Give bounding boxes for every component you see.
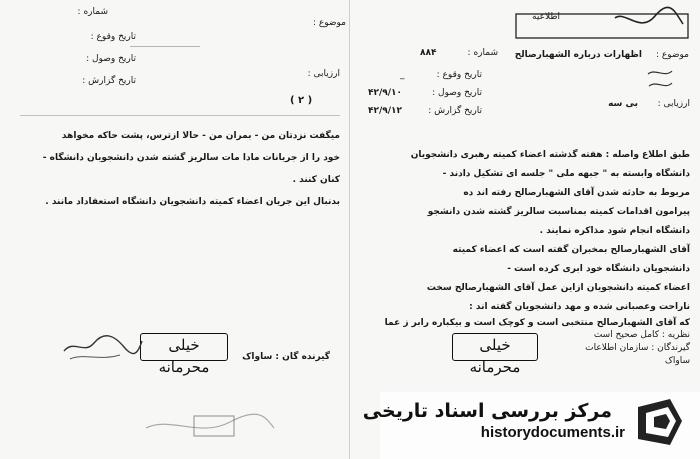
left-signature-caption: گیرنده گان : ساواک: [242, 352, 330, 362]
right-body-line-9: ناراحت وعصبانی شده و مهد دانشجویان گفته اند :: [469, 302, 690, 312]
right-subject-value: اظهارات درباره الشهبارصالح: [514, 50, 642, 60]
right-footer-agency: ساواک: [664, 356, 690, 366]
left-handwriting-scribble: [60, 325, 145, 365]
right-body-line-3: مربوط به حادثه شدن آقای الشهبارصالح رفته اند ده: [463, 188, 690, 198]
right-receive-date-value: ۴۲/۹/۱۰: [368, 88, 403, 98]
right-body-line-6: آقای الشهبارصالح بمخبران گفته است که اعضاء کمیته: [452, 245, 690, 255]
right-event-date-label: تاریخ وقوع :: [436, 70, 482, 80]
right-classification: اطلاعیه: [532, 12, 560, 22]
left-body-line-4: بدنبال این جریان اعضاء کمیته دانشجویان دانشگاه استعفاداد مانند .: [45, 197, 340, 207]
left-header-rule: [130, 46, 200, 47]
right-body-line-2: دانشگاه وابسته به " جبهه ملی " جلسه ای تشکیل دادند -: [442, 169, 690, 179]
right-margin-note: [645, 66, 675, 94]
right-body-line-8: اعضاء کمیته دانشجویان ازاین عمل آقای الشهبارصالح سخت: [426, 283, 690, 293]
right-evaluation-value: بی سه: [608, 99, 638, 109]
left-evaluation-label: ارزیابی :: [307, 69, 340, 79]
left-body-line-2: خود را از جریانات مادا مات سالریز گشته شدن دانشجویان دانشگاه -: [42, 153, 340, 163]
right-body-line-4: پیرامون اقدامات کمیته بمناسبت سالریز گشته شدن دانشجو: [427, 207, 690, 217]
page-divider: [349, 0, 350, 459]
watermark-url: historydocuments.ir: [480, 424, 625, 441]
left-header-separator: [20, 115, 340, 116]
right-footer-opinion: نظریه : کامل صحیح است: [593, 330, 690, 340]
right-number-value: ۸۸۴: [420, 48, 437, 58]
right-report-date-label: تاریخ گزارش :: [428, 106, 482, 116]
right-report-date-value: ۴۲/۹/۱۲: [368, 106, 403, 116]
right-body-line-7: دانشجویان دانشگاه خود ابری کرده است -: [507, 264, 690, 274]
right-event-date-value: _: [400, 70, 405, 80]
left-number-label: شماره :: [77, 7, 108, 17]
left-report-date-label: تاریخ گزارش :: [82, 76, 136, 86]
left-receive-date-label: تاریخ وصول :: [86, 54, 136, 64]
left-event-date-label: تاریخ وقوع :: [90, 32, 136, 42]
right-body-line-10: که آقای الشهبارصالح منتخبی است و کوچک است و بیکباره رابر ز عما: [384, 318, 690, 328]
left-body-line-1: میگفت نزدتان من - بمران من - حالا ازترس، پشت حاکه مخواهد: [61, 131, 340, 141]
left-faded-stamp: [140, 398, 280, 448]
right-footer-recipients: گیرندگان : سازمان اطلاعات: [585, 343, 690, 353]
right-subject-label: موضوع :: [655, 50, 689, 60]
watermark-title: مرکز بررسی اسناد تاریخی: [362, 400, 612, 422]
right-body-line-5: دانشگاه انجام شود مذاکره نمایند .: [539, 226, 690, 236]
left-page-number: ( ۲ ): [290, 95, 313, 106]
archive-logo-icon: [630, 395, 690, 453]
left-confidential-stamp: خیلی محرمانه: [140, 333, 228, 361]
right-body-line-1: طبق اطلاع واصله : هفته گذشته اعضاء کمیته رهبری دانشجویان: [410, 150, 690, 160]
right-evaluation-label: ارزیابی :: [657, 99, 690, 109]
right-receive-date-label: تاریخ وصول :: [432, 88, 482, 98]
right-number-label: شماره :: [467, 48, 498, 58]
right-confidential-stamp: خیلی محرمانه: [452, 333, 538, 361]
left-body-line-3: کنان کنند .: [292, 175, 340, 185]
left-subject-label: موضوع :: [312, 18, 346, 28]
